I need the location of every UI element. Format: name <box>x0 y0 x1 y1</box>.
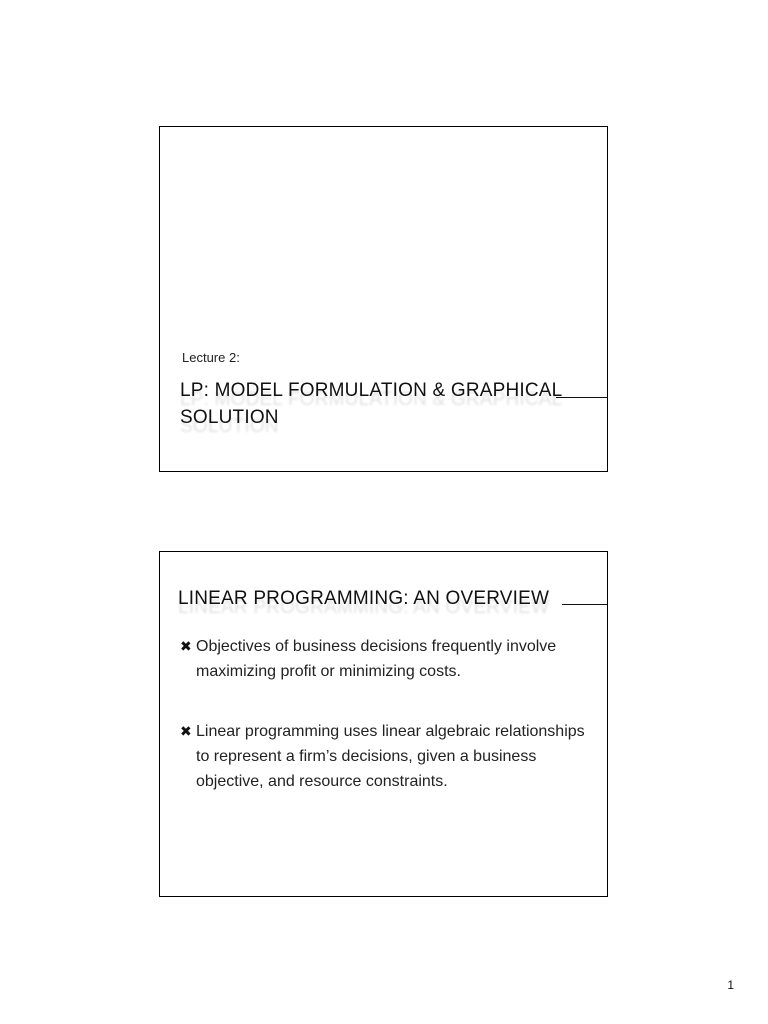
page-number: 1 <box>727 978 734 992</box>
bullet-item <box>180 719 590 794</box>
slide-title-block <box>180 377 608 431</box>
title-underline <box>556 397 608 398</box>
slide-title: LINEAR PROGRAMMING: AN OVERVIEW <box>178 588 550 609</box>
slide-2 <box>159 551 608 897</box>
title-underline <box>562 604 608 605</box>
x-mark-icon: ✖ <box>180 638 192 654</box>
bullet-text: Objectives of business decisions frequently involve maximizing profit or minimizing costs. <box>196 638 557 680</box>
slide-1 <box>159 126 608 472</box>
slide-title: LP: MODEL FORMULATION & GRAPHICAL SOLUTION <box>180 380 562 428</box>
slide-title-block <box>178 585 608 612</box>
slide-subtitle: Lecture 2: <box>182 350 240 365</box>
bullet-item <box>180 634 590 684</box>
bullet-text: Linear programming uses linear algebraic relationships to represent a firm’s decisions, given a business objective, and resource constraints. <box>196 723 585 790</box>
x-mark-icon: ✖ <box>180 723 192 739</box>
bullet-list <box>180 634 590 829</box>
